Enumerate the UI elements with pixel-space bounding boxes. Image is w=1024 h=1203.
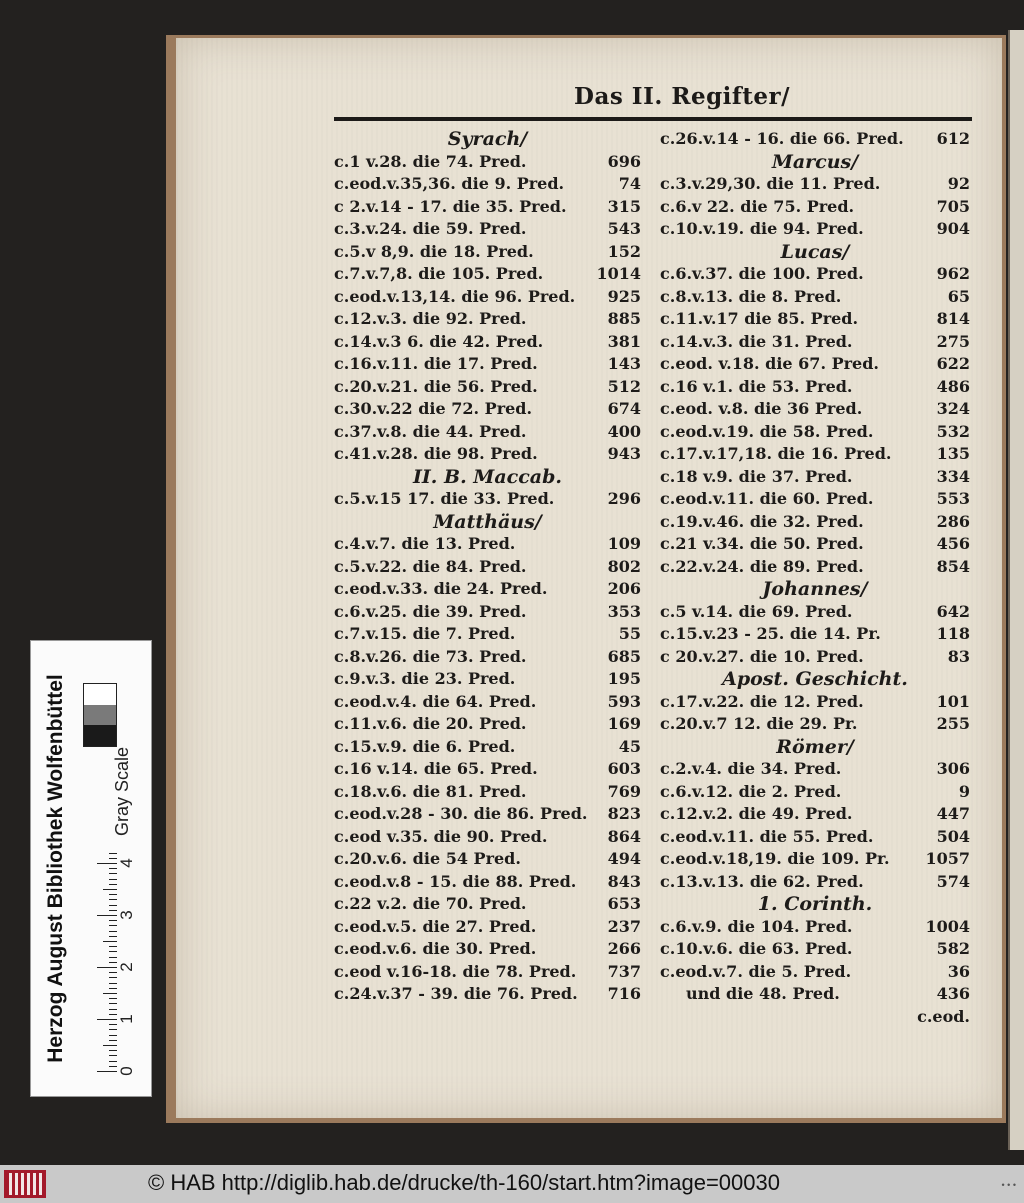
- index-entry: [334, 646, 641, 669]
- index-entry: [660, 601, 970, 624]
- entry-page-number: 603: [607, 759, 641, 778]
- index-entry: [334, 533, 641, 556]
- entry-reference: c.5 v.14. die 69. Pred.: [660, 601, 853, 621]
- index-entry: [660, 961, 970, 984]
- entry-page-number: 582: [936, 939, 970, 958]
- entry-page-number: 9: [958, 781, 970, 801]
- entry-reference: und die 48. Pred.: [686, 984, 840, 1003]
- entry-page-number: 685: [607, 646, 641, 666]
- copyright-url: © HAB http://diglib.hab.de/drucke/th-160/start.htm?image=00030: [148, 1170, 780, 1195]
- entry-reference: c.41.v.28. die 98. Pred.: [334, 444, 538, 463]
- entry-reference: c.12.v.3. die 92. Pred.: [334, 309, 527, 328]
- entry-reference: c.8.v.13. die 8. Pred.: [660, 286, 842, 306]
- entry-reference: c.13.v.13. die 62. Pred.: [660, 871, 864, 891]
- entry-reference: c.5.v.15 17. die 33. Pred.: [334, 489, 555, 508]
- index-entry: [334, 983, 641, 1006]
- index-entry: [660, 331, 970, 354]
- entry-reference: c.14.v.3 6. die 42. Pred.: [334, 331, 544, 351]
- entry-page-number: 65: [947, 286, 970, 306]
- entry-reference: c 2.v.14 - 17. die 35. Pred.: [334, 196, 567, 216]
- index-entry: [334, 556, 641, 579]
- ruler-tick: [97, 967, 117, 968]
- index-entry: [334, 263, 641, 286]
- ruler-tick: [109, 988, 117, 989]
- entry-reference: c.3.v.29,30. die 11. Pred.: [660, 174, 881, 193]
- index-entry: [660, 421, 970, 444]
- entry-page-number: 101: [936, 691, 970, 711]
- entry-reference: c.eod.v.33. die 24. Pred.: [334, 579, 548, 598]
- entry-page-number: 83: [947, 646, 970, 666]
- entry-reference: c.11.v.17 die 85. Pred.: [660, 309, 859, 328]
- index-entry: [660, 691, 970, 714]
- index-entry: [334, 713, 641, 736]
- index-entry: [660, 511, 970, 534]
- entry-page-number: 904: [936, 219, 970, 238]
- entry-page-number: 705: [936, 196, 970, 216]
- entry-page-number: 543: [607, 219, 641, 238]
- entry-page-number: 36: [947, 961, 970, 981]
- entry-page-number: 109: [607, 534, 641, 553]
- ruler-tick: [109, 1003, 117, 1004]
- entry-reference: c.7.v.7,8. die 105. Pred.: [334, 264, 544, 283]
- ruler-tick: [109, 910, 117, 911]
- ruler-tick: [103, 941, 117, 942]
- entry-reference: c.16 v.14. die 65. Pred.: [334, 759, 538, 778]
- entry-reference: c.17.v.22. die 12. Pred.: [660, 691, 864, 711]
- ruler-tick: [109, 957, 117, 958]
- entry-reference: c.24.v.37 - 39. die 76. Pred.: [334, 984, 578, 1003]
- ruler-tick: [109, 920, 117, 921]
- entry-reference: c.20.v.21. die 56. Pred.: [334, 376, 538, 396]
- entry-page-number: 74: [618, 174, 641, 193]
- ruler-tick: [109, 1009, 117, 1010]
- entry-reference: c.18.v.6. die 81. Pred.: [334, 781, 527, 801]
- entry-page-number: 436: [936, 984, 970, 1003]
- entry-reference: c.37.v.8. die 44. Pred.: [334, 421, 527, 441]
- ruler-tick: [109, 873, 117, 874]
- entry-page-number: 843: [607, 871, 641, 891]
- entry-page-number: 574: [936, 871, 970, 891]
- catchword: c.eod.: [917, 1006, 970, 1026]
- entry-page-number: 885: [607, 309, 641, 328]
- ruler-tick: [109, 977, 117, 978]
- ruler-tick: [109, 946, 117, 947]
- index-entry: [334, 173, 641, 196]
- ruler-number: 4: [117, 858, 136, 868]
- entry-reference: c.16.v.11. die 17. Pred.: [334, 354, 538, 373]
- entry-reference: c.eod.v.11. die 55. Pred.: [660, 826, 874, 846]
- index-entry: [660, 308, 970, 331]
- entry-page-number: 353: [607, 601, 641, 621]
- ruler-tick: [109, 1066, 117, 1067]
- index-entry: [334, 871, 641, 894]
- entry-page-number: 1004: [925, 916, 970, 936]
- index-entry: [334, 286, 641, 309]
- entry-reference: c.10.v.6. die 63. Pred.: [660, 939, 853, 958]
- entry-page-number: 1057: [925, 849, 970, 868]
- color-calibration-bar: [30, 640, 152, 1097]
- index-entry: [334, 803, 641, 826]
- entry-reference: c.eod v.35. die 90. Pred.: [334, 826, 548, 846]
- index-entry: [660, 826, 970, 849]
- index-entry: [660, 286, 970, 309]
- section-heading: Marcus/: [771, 150, 859, 173]
- entry-reference: c.eod.v.4. die 64. Pred.: [334, 691, 537, 711]
- index-entry: [334, 758, 641, 781]
- ruler-tick: [109, 925, 117, 926]
- index-entry: [660, 646, 970, 669]
- index-entry: [660, 781, 970, 804]
- entry-page-number: 266: [607, 939, 641, 958]
- page-header: Das II. Regifter/: [574, 83, 791, 110]
- ruler-number: 0: [117, 1066, 136, 1076]
- entry-page-number: 296: [607, 489, 641, 508]
- section-heading: Römer/: [776, 735, 854, 758]
- entry-reference: c.1 v.28. die 74. Pred.: [334, 151, 527, 171]
- ruler-number: 2: [117, 962, 136, 972]
- entry-reference: c.eod.v.7. die 5. Pred.: [660, 961, 852, 981]
- entry-page-number: 512: [607, 376, 641, 396]
- entry-page-number: 275: [936, 331, 970, 351]
- ruler-tick: [109, 853, 117, 854]
- footer-dots: • • •: [1001, 1180, 1016, 1190]
- ruler-tick: [97, 915, 117, 916]
- entry-page-number: 169: [607, 714, 641, 733]
- entry-page-number: 381: [607, 331, 641, 351]
- entry-page-number: 255: [936, 714, 970, 733]
- index-entry: [334, 353, 641, 376]
- entry-page-number: 315: [607, 196, 641, 216]
- index-entry: [334, 736, 641, 759]
- index-entry: [334, 218, 641, 241]
- section-heading: Johannes/: [762, 578, 868, 600]
- index-entry: [660, 398, 970, 421]
- section-heading: Matthäus/: [433, 510, 542, 533]
- entry-page-number: 195: [607, 669, 641, 688]
- index-entry: [334, 691, 641, 714]
- index-entry: [334, 961, 641, 984]
- index-entry: [334, 421, 641, 444]
- index-entry: [660, 848, 970, 871]
- index-entry: [660, 128, 970, 151]
- entry-reference: c.19.v.46. die 32. Pred.: [660, 511, 864, 531]
- entry-reference: c.21 v.34. die 50. Pred.: [660, 534, 864, 553]
- entry-reference: c.eod.v.18,19. die 109. Pr.: [660, 849, 890, 868]
- ruler-tick: [109, 983, 117, 984]
- entry-page-number: 622: [936, 354, 970, 373]
- section-heading: Syrach/: [447, 128, 528, 150]
- index-entry: [334, 781, 641, 804]
- ruler-number: 3: [117, 910, 136, 920]
- index-entry: [660, 983, 970, 1006]
- entry-reference: c.eod.v.35,36. die 9. Pred.: [334, 174, 565, 193]
- entry-reference: c.17.v.17,18. die 16. Pred.: [660, 444, 892, 463]
- ruler-tick: [103, 889, 117, 890]
- index-entry: [334, 151, 641, 174]
- index-entry: [334, 623, 641, 646]
- entry-page-number: 612: [936, 129, 970, 148]
- index-column-right: [660, 128, 970, 1028]
- entry-page-number: 642: [936, 601, 970, 621]
- entry-reference: c.eod.v.6. die 30. Pred.: [334, 939, 537, 958]
- ruler-tick: [109, 1024, 117, 1025]
- index-entry: [334, 398, 641, 421]
- ruler-tick: [109, 1050, 117, 1051]
- hab-logo-icon: [4, 1170, 46, 1198]
- ruler-tick: [109, 1061, 117, 1062]
- entry-reference: c.eod.v.28 - 30. die 86. Pred.: [334, 804, 588, 823]
- entry-page-number: 286: [936, 511, 970, 531]
- entry-reference: c.eod. v.18. die 67. Pred.: [660, 354, 879, 373]
- entry-page-number: 716: [607, 984, 641, 1003]
- entry-page-number: 1014: [596, 264, 641, 283]
- index-entry: [334, 308, 641, 331]
- index-entry: [660, 353, 970, 376]
- entry-reference: c.22 v.2. die 70. Pred.: [334, 894, 527, 913]
- entry-page-number: 400: [607, 421, 641, 441]
- entry-reference: c.16 v.1. die 53. Pred.: [660, 376, 853, 396]
- index-entry: [660, 533, 970, 556]
- entry-reference: c.11.v.6. die 20. Pred.: [334, 714, 527, 733]
- ruler-tick: [97, 1019, 117, 1020]
- index-entry: [660, 758, 970, 781]
- index-entry: [334, 488, 641, 511]
- ruler-tick: [109, 931, 117, 932]
- entry-page-number: 306: [936, 759, 970, 778]
- entry-reference: c.6.v.37. die 100. Pred.: [660, 264, 864, 283]
- entry-reference: c.10.v.19. die 94. Pred.: [660, 219, 864, 238]
- index-entry: [334, 938, 641, 961]
- entry-page-number: 553: [936, 489, 970, 508]
- ruler-tick: [109, 905, 117, 906]
- entry-page-number: 864: [607, 826, 641, 846]
- entry-page-number: 324: [936, 399, 970, 418]
- header-rule: [334, 117, 972, 121]
- entry-reference: c.eod.v.19. die 58. Pred.: [660, 421, 874, 441]
- entry-page-number: 486: [936, 376, 970, 396]
- entry-page-number: 962: [936, 264, 970, 283]
- entry-reference: c.4.v.7. die 13. Pred.: [334, 534, 516, 553]
- index-entry: [334, 893, 641, 916]
- entry-page-number: 55: [618, 624, 641, 643]
- section-heading: Lucas/: [780, 240, 850, 263]
- ruler-tick: [109, 972, 117, 973]
- index-entry: [334, 826, 641, 849]
- index-entry: [660, 263, 970, 286]
- entry-reference: c 20.v.27. die 10. Pred.: [660, 646, 864, 666]
- entry-reference: c.18 v.9. die 37. Pred.: [660, 466, 853, 486]
- footer-bar: [0, 1165, 1024, 1203]
- entry-page-number: 45: [618, 736, 641, 756]
- entry-page-number: 504: [936, 826, 970, 846]
- index-entry: [334, 578, 641, 601]
- section-heading: 1. Corinth.: [757, 893, 873, 915]
- index-entry: [660, 556, 970, 579]
- ruler-tick: [109, 1040, 117, 1041]
- next-page-edge: [1008, 30, 1024, 1150]
- entry-reference: c.14.v.3. die 31. Pred.: [660, 331, 853, 351]
- entry-page-number: 237: [607, 916, 641, 936]
- entry-reference: c.6.v.25. die 39. Pred.: [334, 601, 527, 621]
- ruler-tick: [109, 894, 117, 895]
- entry-reference: c.15.v.9. die 6. Pred.: [334, 736, 516, 756]
- entry-page-number: 206: [607, 579, 641, 598]
- entry-page-number: 769: [607, 781, 641, 801]
- entry-reference: c.22.v.24. die 89. Pred.: [660, 556, 864, 576]
- entry-reference: c.6.v 22. die 75. Pred.: [660, 196, 855, 216]
- index-entry: [660, 713, 970, 736]
- ruler-number: 1: [117, 1014, 136, 1024]
- entry-reference: c.eod. v.8. die 36 Pred.: [660, 399, 863, 418]
- index-entry: [334, 331, 641, 354]
- index-entry: [660, 871, 970, 894]
- ruler-tick: [97, 863, 117, 864]
- index-entry: [334, 668, 641, 691]
- entry-reference: c.12.v.2. die 49. Pred.: [660, 804, 853, 823]
- entry-page-number: 943: [607, 444, 641, 463]
- entry-page-number: 802: [607, 556, 641, 576]
- ruler-tick: [109, 899, 117, 900]
- entry-reference: c.8.v.26. die 73. Pred.: [334, 646, 527, 666]
- index-entry: [334, 916, 641, 939]
- entry-reference: c.eod v.16-18. die 78. Pred.: [334, 961, 577, 981]
- entry-reference: c.15.v.23 - 25. die 14. Pr.: [660, 624, 881, 643]
- ruler-tick: [109, 1029, 117, 1030]
- entry-reference: c.7.v.15. die 7. Pred.: [334, 624, 516, 643]
- gray-scale-label: Gray Scale: [112, 746, 132, 836]
- catchword-row: [660, 1006, 970, 1029]
- ruler-tick: [109, 1014, 117, 1015]
- entry-reference: c.eod.v.8 - 15. die 88. Pred.: [334, 871, 577, 891]
- section-heading: II. B. Maccab.: [413, 465, 562, 488]
- centimeter-ruler: [77, 851, 139, 1079]
- entry-reference: c.5.v 8,9. die 18. Pred.: [334, 241, 534, 261]
- entry-reference: c.eod.v.11. die 60. Pred.: [660, 489, 874, 508]
- entry-page-number: 456: [936, 534, 970, 553]
- index-entry: [334, 601, 641, 624]
- ruler-tick: [109, 962, 117, 963]
- entry-reference: c.26.v.14 - 16. die 66. Pred.: [660, 129, 904, 148]
- index-entry: [660, 173, 970, 196]
- entry-page-number: 674: [607, 399, 641, 418]
- entry-reference: c.3.v.24. die 59. Pred.: [334, 219, 527, 238]
- ruler-tick: [109, 858, 117, 859]
- index-entry: [334, 443, 641, 466]
- index-entry: [660, 916, 970, 939]
- ruler-tick: [97, 1071, 117, 1072]
- entry-reference: c.2.v.4. die 34. Pred.: [660, 759, 842, 778]
- index-entry: [334, 376, 641, 399]
- ruler-tick: [109, 1055, 117, 1056]
- index-entry: [660, 196, 970, 219]
- entry-page-number: 494: [607, 849, 641, 868]
- entry-page-number: 135: [936, 444, 970, 463]
- entry-reference: c.6.v.12. die 2. Pred.: [660, 781, 842, 801]
- entry-page-number: 143: [607, 354, 641, 373]
- entry-page-number: 334: [936, 466, 970, 486]
- entry-page-number: 823: [607, 804, 641, 823]
- institution-label: Herzog August Bibliothek Wolfenbüttel: [44, 674, 67, 1063]
- index-column-left: [334, 128, 641, 1006]
- ruler-tick: [109, 998, 117, 999]
- ruler-tick: [109, 951, 117, 952]
- entry-page-number: 447: [936, 804, 970, 823]
- ruler-tick: [109, 936, 117, 937]
- index-entry: [660, 938, 970, 961]
- entry-page-number: 653: [607, 894, 641, 913]
- ruler-tick: [103, 993, 117, 994]
- entry-page-number: 737: [607, 961, 641, 981]
- ruler-tick: [109, 884, 117, 885]
- entry-page-number: 814: [936, 309, 970, 328]
- index-entry: [660, 803, 970, 826]
- entry-page-number: 92: [947, 174, 970, 193]
- index-entry: [660, 376, 970, 399]
- index-entry: [334, 848, 641, 871]
- entry-reference: c.20.v.6. die 54 Pred.: [334, 849, 521, 868]
- entry-reference: c.5.v.22. die 84. Pred.: [334, 556, 527, 576]
- ruler-tick: [109, 868, 117, 869]
- entry-page-number: 696: [607, 151, 641, 171]
- index-entry: [660, 218, 970, 241]
- entry-reference: c.eod.v.13,14. die 96. Pred.: [334, 286, 576, 306]
- entry-reference: c.eod.v.5. die 27. Pred.: [334, 916, 537, 936]
- entry-page-number: 532: [936, 421, 970, 441]
- entry-page-number: 854: [936, 556, 970, 576]
- index-entry: [660, 623, 970, 646]
- entry-reference: c.9.v.3. die 23. Pred.: [334, 669, 516, 688]
- ruler-tick: [103, 1045, 117, 1046]
- index-entry: [660, 488, 970, 511]
- ruler-tick: [109, 1035, 117, 1036]
- entry-page-number: 925: [607, 286, 641, 306]
- entry-reference: c.6.v.9. die 104. Pred.: [660, 916, 853, 936]
- entry-reference: c.30.v.22 die 72. Pred.: [334, 399, 533, 418]
- section-heading: Apost. Geschicht.: [722, 668, 908, 690]
- index-entry: [334, 241, 641, 264]
- entry-page-number: 152: [607, 241, 641, 261]
- index-entry: [334, 196, 641, 219]
- index-entry: [660, 443, 970, 466]
- ruler-tick: [109, 879, 117, 880]
- entry-page-number: 118: [936, 624, 970, 643]
- index-entry: [660, 466, 970, 489]
- entry-reference: c.20.v.7 12. die 29. Pr.: [660, 714, 858, 733]
- entry-page-number: 593: [607, 691, 641, 711]
